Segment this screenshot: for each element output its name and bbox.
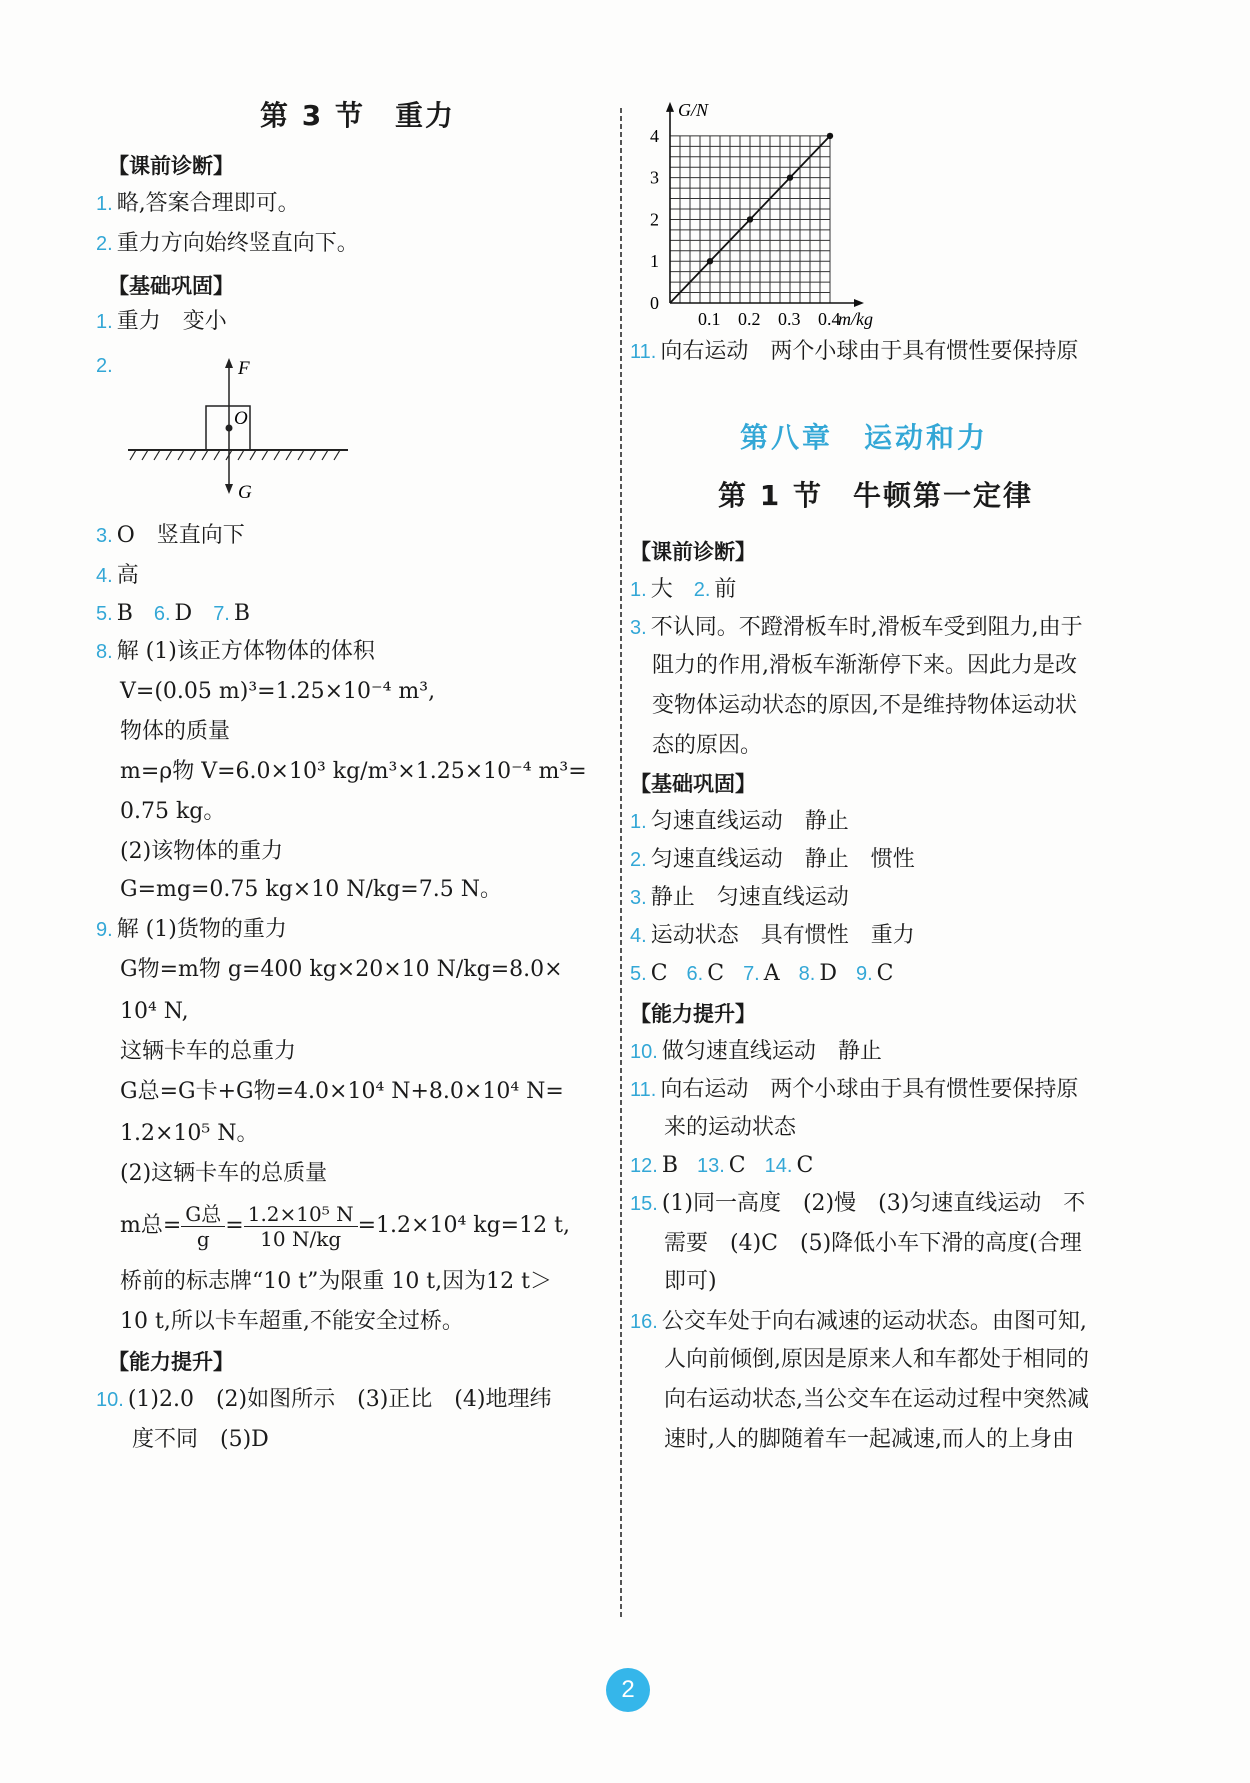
answer-item: 5. B 6. D 7. B (96, 601, 251, 626)
y-tick-label: 4 (650, 125, 659, 146)
solution-line: 需要 (4)C (5)降低小车下滑的高度(合理 (664, 1231, 1082, 1256)
solution-line: 1.2×10⁵ N。 (120, 1121, 259, 1146)
force-label-g: G (238, 482, 252, 503)
x-tick-label: 0.3 (778, 309, 801, 329)
solution-line: 即可) (664, 1269, 717, 1294)
answer-item: 9. 解 (1)货物的重力 (96, 917, 287, 942)
section-header: 【课前诊断】 (630, 540, 756, 564)
solution-line: 来的运动状态 (664, 1115, 797, 1140)
solution-line: G总=G卡+G物=4.0×10⁴ N+8.0×10⁴ N= (120, 1079, 564, 1104)
section-header: 【能力提升】 (630, 1002, 756, 1026)
x-tick-label: 0.1 (698, 309, 721, 329)
answer-item: 1. 匀速直线运动 静止 (630, 809, 849, 834)
solution-line: 物体的质量 (120, 719, 231, 744)
answer-item: 8. 解 (1)该正方体物体的体积 (96, 639, 375, 664)
data-point (747, 216, 753, 222)
y-tick-label: 3 (650, 167, 659, 188)
answer-item: 4. 高 (96, 563, 139, 588)
solution-line: 10⁴ N, (120, 999, 189, 1024)
answer-item: 1. 略,答案合理即可。 (96, 191, 300, 216)
answer-item: 16. 公交车处于向右减速的运动状态。由图可知, (630, 1309, 1087, 1334)
chapter-title: 第八章 运动和力 (740, 421, 989, 454)
solution-line: m=ρ物 V=6.0×10³ kg/m³×1.25×10⁻⁴ m³= (120, 759, 587, 784)
answer-item: 10. (1)2.0 (2)如图所示 (3)正比 (4)地理纬 (96, 1387, 552, 1412)
section-header: 【基础巩固】 (630, 772, 756, 796)
answer-item: 1. 大 2. 前 (630, 577, 737, 602)
solution-line: 10 t,所以卡车超重,不能安全过桥。 (120, 1309, 464, 1334)
fraction-equation: m总= $\frac{\text{G总}}{g}$ = $\frac{\text{1.2×10⁵ N}}{10 N/kg}$ =1.2×10⁴ kg=12 t, (120, 1201, 570, 1251)
answer-item: 1. 重力 变小 (96, 309, 227, 334)
solution-line: 向右运动状态,当公交车在运动过程中突然减 (664, 1387, 1089, 1412)
solution-line: 人向前倾倒,原因是原来人和车都处于相同的 (664, 1347, 1089, 1372)
answer-item: 11. 向右运动 两个小球由于具有惯性要保持原 (630, 339, 1079, 364)
solution-line: V=(0.05 m)³=1.25×10⁻⁴ m³, (120, 679, 436, 704)
answer-item: 12. B 13. C 14. C (630, 1153, 814, 1178)
answer-item: 11. 向右运动 两个小球由于具有惯性要保持原 (630, 1077, 1079, 1102)
page-number: 2 (606, 1668, 650, 1712)
solution-line: (2)该物体的重力 (120, 839, 284, 864)
solution-line: (2)这辆卡车的总质量 (120, 1161, 328, 1186)
answer-item: 2. 匀速直线运动 静止 惯性 (630, 847, 915, 872)
section-header: 【基础巩固】 (108, 274, 234, 298)
data-point (827, 133, 833, 139)
answer-item: 5. C 6. C 7. A 8. D 9. C (630, 961, 894, 986)
section-title: 第 1 节 牛顿第一定律 (718, 479, 1033, 512)
y-axis-arrow (666, 102, 674, 112)
solution-line: 这辆卡车的总重力 (120, 1039, 297, 1064)
x-axis-label: m/kg (838, 309, 873, 329)
y-tick-label: 1 (650, 251, 659, 272)
force-label-f: F (238, 358, 250, 379)
y-tick-label: 2 (650, 209, 659, 230)
data-point (707, 258, 713, 264)
x-tick-label: 0.2 (738, 309, 761, 329)
section-header: 【能力提升】 (108, 1350, 234, 1374)
solution-line: 度不同 (5)D (132, 1427, 269, 1452)
data-point (787, 174, 793, 180)
x-axis-arrow (854, 299, 864, 307)
answer-item: 10. 做匀速直线运动 静止 (630, 1039, 882, 1064)
solution-line: 0.75 kg。 (120, 799, 226, 824)
x-tick-label: 0.4 (818, 309, 841, 329)
answer-item: 4. 运动状态 具有惯性 重力 (630, 923, 915, 948)
answer-item: 3. 不认同。不蹬滑板车时,滑板车受到阻力,由于 (630, 615, 1083, 640)
answer-item: 2. 重力方向始终竖直向下。 (96, 231, 359, 256)
y-axis-label: G/N (678, 99, 709, 120)
section-title: 第 3 节 重力 (260, 99, 455, 132)
force-diagram (128, 352, 358, 507)
answer-item: 2. (96, 355, 113, 377)
solution-line: 阻力的作用,滑板车渐渐停下来。因此力是改 (652, 653, 1077, 678)
g-m-graph (636, 98, 896, 338)
solution-line: 桥前的标志牌“10 t”为限重 10 t,因为12 t＞ (120, 1269, 552, 1294)
answer-item: 3. 静止 匀速直线运动 (630, 885, 849, 910)
solution-line: G=mg=0.75 kg×10 N/kg=7.5 N。 (120, 877, 502, 902)
origin-label: 0 (650, 293, 659, 313)
solution-line: 变物体运动状态的原因,不是维持物体运动状 (652, 693, 1077, 718)
solution-line: 速时,人的脚随着车一起减速,而人的上身由 (664, 1427, 1074, 1452)
answer-item: 15. (1)同一高度 (2)慢 (3)匀速直线运动 不 (630, 1191, 1086, 1216)
column-divider (620, 108, 622, 1618)
answer-item: 3. O 竖直向下 (96, 523, 245, 548)
section-header: 【课前诊断】 (108, 154, 234, 178)
solution-line: G物=m物 g=400 kg×20×10 N/kg=8.0× (120, 957, 563, 982)
solution-line: 态的原因。 (652, 733, 763, 758)
point-label-o: O (234, 408, 248, 429)
